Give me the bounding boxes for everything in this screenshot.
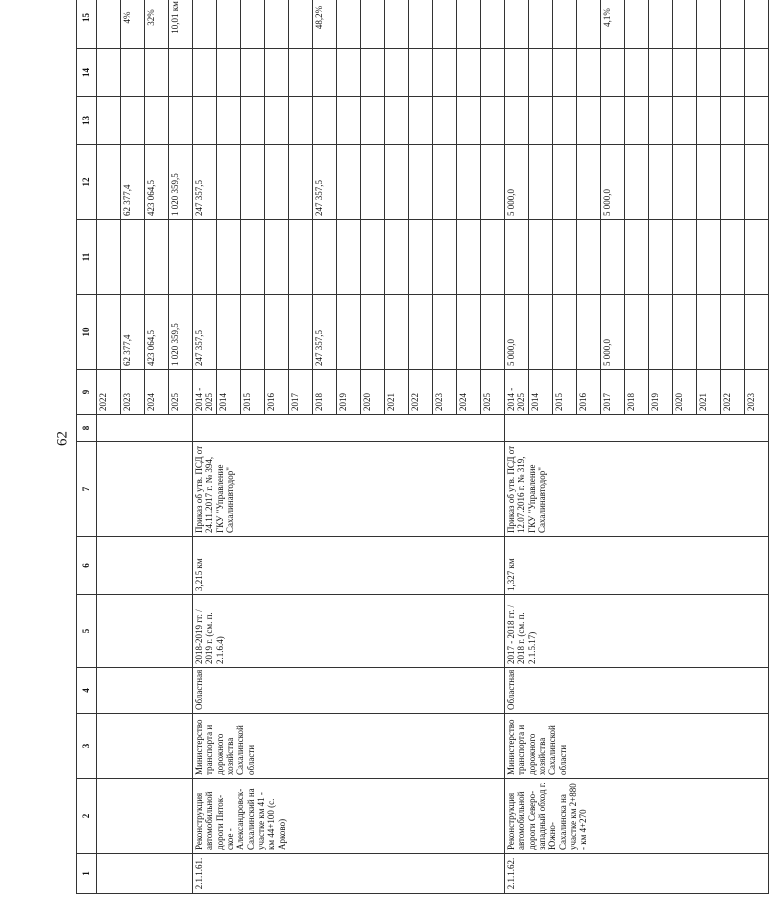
empty-cell [289, 97, 313, 145]
indicator-cell [577, 0, 601, 49]
header-cell: 15 [77, 0, 97, 49]
amount-cell: 247 357,5 [313, 145, 337, 220]
year-cell: 2014 - 2025 [193, 370, 217, 415]
year-cell: 2017 [289, 370, 313, 415]
total-cell [625, 295, 649, 370]
empty-cell [169, 220, 193, 295]
year-cell: 2024 [457, 370, 481, 415]
year-cell: 2025 [481, 370, 505, 415]
indicator-cell [337, 0, 361, 49]
empty-cell [697, 220, 721, 295]
year-cell: 2014 [529, 370, 553, 415]
year-cell: 2014 [217, 370, 241, 415]
indicator-cell [649, 0, 673, 49]
empty-cell [193, 49, 217, 97]
total-cell: 62 377,4 [121, 295, 145, 370]
empty-cell [97, 97, 121, 145]
empty-cell [529, 49, 553, 97]
empty-cell [97, 595, 193, 668]
year-cell: 2019 [337, 370, 361, 415]
level-cell: Областная [193, 668, 505, 714]
year-cell: 2022 [409, 370, 433, 415]
year-cell: 2016 [577, 370, 601, 415]
year-cell: 2024 [145, 370, 169, 415]
empty-cell [553, 97, 577, 145]
empty-cell [673, 97, 697, 145]
empty-cell [169, 97, 193, 145]
indicator-cell [241, 0, 265, 49]
total-cell [481, 295, 505, 370]
empty-cell [529, 220, 553, 295]
empty-cell [193, 415, 505, 442]
program-table [76, 0, 769, 894]
year-cell: 2022 [97, 370, 121, 415]
total-cell [553, 295, 577, 370]
empty-cell [241, 220, 265, 295]
amount-cell [265, 145, 289, 220]
year-cell: 2020 [361, 370, 385, 415]
total-cell [409, 295, 433, 370]
empty-cell [505, 415, 769, 442]
empty-cell [433, 97, 457, 145]
capacity-cell: 3,215 км [193, 537, 505, 595]
amount-cell [697, 145, 721, 220]
indicator-cell [625, 0, 649, 49]
amount-cell [385, 145, 409, 220]
empty-cell [145, 97, 169, 145]
empty-cell [217, 49, 241, 97]
indicator-cell [97, 0, 121, 49]
amount-cell [289, 145, 313, 220]
id-cell: 2.1.1.62. [505, 854, 769, 894]
empty-cell [433, 49, 457, 97]
total-cell: 1 020 359,5 [169, 295, 193, 370]
header-cell: 4 [77, 668, 97, 714]
empty-cell [649, 220, 673, 295]
empty-cell [97, 415, 193, 442]
empty-cell [97, 220, 121, 295]
total-cell [241, 295, 265, 370]
empty-cell [97, 49, 121, 97]
empty-cell [217, 97, 241, 145]
amount-cell [625, 145, 649, 220]
customer-cell: Министерство транспорта и дорожного хозяйства Сахалинской области [193, 714, 505, 779]
empty-cell [217, 220, 241, 295]
total-cell [97, 295, 121, 370]
indicator-cell [217, 0, 241, 49]
empty-cell [193, 97, 217, 145]
empty-cell [361, 220, 385, 295]
year-cell: 2023 [433, 370, 457, 415]
empty-cell [673, 49, 697, 97]
empty-cell [337, 97, 361, 145]
amount-cell: 5 000,0 [505, 145, 529, 220]
empty-cell [241, 97, 265, 145]
empty-cell [745, 49, 769, 97]
empty-cell [97, 714, 193, 779]
empty-cell [481, 97, 505, 145]
empty-cell [409, 97, 433, 145]
empty-cell [721, 97, 745, 145]
amount-cell [361, 145, 385, 220]
total-cell [745, 295, 769, 370]
total-cell [265, 295, 289, 370]
amount-cell: 247 357,5 [193, 145, 217, 220]
empty-cell [457, 97, 481, 145]
empty-cell [553, 220, 577, 295]
empty-cell [121, 97, 145, 145]
level-cell: Областная [505, 668, 769, 714]
empty-cell [505, 97, 529, 145]
table-row [505, 0, 529, 894]
year-cell: 2025 [169, 370, 193, 415]
year-cell: 2022 [721, 370, 745, 415]
empty-cell [313, 97, 337, 145]
table-row [193, 0, 217, 894]
document-cell: Приказ об утв. ПСД от 12.07.2016 г. № 319, ГКУ "Управление Сахалинавтодор" [505, 442, 769, 537]
total-cell [673, 295, 697, 370]
total-cell [697, 295, 721, 370]
empty-cell [625, 49, 649, 97]
header-cell: 10 [77, 295, 97, 370]
empty-cell [97, 779, 193, 854]
amount-cell [481, 145, 505, 220]
header-row [77, 0, 97, 894]
empty-cell [193, 220, 217, 295]
header-cell: 1 [77, 854, 97, 894]
empty-cell [361, 49, 385, 97]
empty-cell [577, 220, 601, 295]
empty-cell [121, 220, 145, 295]
name-cell: Реконструкция автомобильной дороги Пяток-ское - Александровск-Сахалинский на участке км 41 - км 44+100 (с. Арково) [193, 779, 505, 854]
rotated-table-container [76, 1, 756, 894]
total-cell [433, 295, 457, 370]
period-cell: 2017 - 2018 гг. / 2018 г. (см. п. 2.1.5.17) [505, 595, 769, 668]
empty-cell [745, 220, 769, 295]
amount-cell [457, 145, 481, 220]
empty-cell [601, 49, 625, 97]
table-body [97, 0, 769, 894]
empty-cell [601, 97, 625, 145]
empty-cell [457, 220, 481, 295]
amount-cell [529, 145, 553, 220]
year-cell: 2021 [385, 370, 409, 415]
amount-cell [97, 145, 121, 220]
indicator-cell [697, 0, 721, 49]
empty-cell [577, 97, 601, 145]
empty-cell [649, 97, 673, 145]
indicator-cell: 4% [121, 0, 145, 49]
amount-cell [745, 145, 769, 220]
header-cell: 8 [77, 415, 97, 442]
name-cell: Реконструкция автомобильной дороги Северо-западный обход г. Южно-Сахалинска на участке км 2+880 - км 4+270 [505, 779, 769, 854]
empty-cell [97, 854, 193, 894]
amount-cell [673, 145, 697, 220]
year-cell: 2015 [241, 370, 265, 415]
amount-cell [217, 145, 241, 220]
year-cell: 2016 [265, 370, 289, 415]
year-cell: 2023 [745, 370, 769, 415]
empty-cell [601, 220, 625, 295]
header-cell: 11 [77, 220, 97, 295]
amount-cell [433, 145, 457, 220]
year-cell: 2019 [649, 370, 673, 415]
amount-cell [337, 145, 361, 220]
indicator-cell [481, 0, 505, 49]
empty-cell [169, 49, 193, 97]
empty-cell [265, 220, 289, 295]
empty-cell [97, 537, 193, 595]
period-cell: 2018-2019 гг. / 2019 г. (см. п. 2.1.6.4) [193, 595, 505, 668]
empty-cell [337, 49, 361, 97]
empty-cell [409, 49, 433, 97]
year-cell: 2021 [697, 370, 721, 415]
empty-cell [481, 49, 505, 97]
header-cell: 12 [77, 145, 97, 220]
header-cell: 3 [77, 714, 97, 779]
header-cell: 14 [77, 49, 97, 97]
amount-cell [553, 145, 577, 220]
total-cell [577, 295, 601, 370]
year-cell: 2023 [121, 370, 145, 415]
empty-cell [433, 220, 457, 295]
customer-cell: Министерство транспорта и дорожного хозяйства Сахалинской области [505, 714, 769, 779]
indicator-cell: 48,2% [313, 0, 337, 49]
document-cell: Приказ об утв. ПСД от 24.11.2017 г. № 394, ГКУ "Управление Сахалинавтодор" [193, 442, 505, 537]
empty-cell [121, 49, 145, 97]
total-cell [361, 295, 385, 370]
amount-cell: 62 377,4 [121, 145, 145, 220]
header-cell: 6 [77, 537, 97, 595]
empty-cell [97, 668, 193, 714]
empty-cell [505, 220, 529, 295]
indicator-cell [289, 0, 313, 49]
year-cell: 2017 [601, 370, 625, 415]
empty-cell [145, 49, 169, 97]
empty-cell [289, 220, 313, 295]
empty-cell [97, 442, 193, 537]
indicator-cell: 32% [145, 0, 169, 49]
empty-cell [625, 97, 649, 145]
indicator-cell [457, 0, 481, 49]
empty-cell [673, 220, 697, 295]
empty-cell [241, 49, 265, 97]
empty-cell [625, 220, 649, 295]
amount-cell: 1 020 359,5 [169, 145, 193, 220]
empty-cell [361, 97, 385, 145]
year-cell: 2018 [313, 370, 337, 415]
total-cell [385, 295, 409, 370]
amount-cell: 423 064,5 [145, 145, 169, 220]
empty-cell [553, 49, 577, 97]
empty-cell [145, 220, 169, 295]
empty-cell [313, 220, 337, 295]
amount-cell [577, 145, 601, 220]
empty-cell [313, 49, 337, 97]
empty-cell [385, 220, 409, 295]
capacity-cell: 1,327 км [505, 537, 769, 595]
empty-cell [721, 49, 745, 97]
total-cell: 5 000,0 [505, 295, 529, 370]
indicator-cell [529, 0, 553, 49]
empty-cell [337, 220, 361, 295]
empty-cell [529, 97, 553, 145]
amount-cell [409, 145, 433, 220]
indicator-cell [505, 0, 529, 49]
total-cell [649, 295, 673, 370]
amount-cell [649, 145, 673, 220]
empty-cell [697, 97, 721, 145]
indicator-cell [361, 0, 385, 49]
indicator-cell [721, 0, 745, 49]
total-cell: 5 000,0 [601, 295, 625, 370]
indicator-cell [409, 0, 433, 49]
total-cell [337, 295, 361, 370]
total-cell [529, 295, 553, 370]
page-number: 62 [54, 431, 71, 446]
indicator-cell [385, 0, 409, 49]
total-cell: 423 064,5 [145, 295, 169, 370]
year-cell: 2018 [625, 370, 649, 415]
empty-cell [577, 49, 601, 97]
empty-cell [409, 220, 433, 295]
header-cell: 2 [77, 779, 97, 854]
total-cell [721, 295, 745, 370]
indicator-cell [745, 0, 769, 49]
indicator-cell [433, 0, 457, 49]
empty-cell [265, 97, 289, 145]
total-cell: 247 357,5 [193, 295, 217, 370]
empty-cell [385, 49, 409, 97]
id-cell: 2.1.1.61. [193, 854, 505, 894]
header-cell: 9 [77, 370, 97, 415]
indicator-cell [553, 0, 577, 49]
empty-cell [745, 97, 769, 145]
header-cell: 13 [77, 97, 97, 145]
empty-cell [265, 49, 289, 97]
header-cell: 5 [77, 595, 97, 668]
header-cell: 7 [77, 442, 97, 537]
indicator-cell [193, 0, 217, 49]
empty-cell [457, 49, 481, 97]
total-cell [289, 295, 313, 370]
empty-cell [721, 220, 745, 295]
year-cell: 2014 - 2025 [505, 370, 529, 415]
amount-cell [241, 145, 265, 220]
indicator-cell: 4,1% [601, 0, 625, 49]
indicator-cell: 10,01 км [169, 0, 193, 49]
year-cell: 2020 [673, 370, 697, 415]
empty-cell [385, 97, 409, 145]
empty-cell [289, 49, 313, 97]
indicator-cell [265, 0, 289, 49]
empty-cell [697, 49, 721, 97]
empty-cell [481, 220, 505, 295]
amount-cell [721, 145, 745, 220]
empty-cell [649, 49, 673, 97]
total-cell [217, 295, 241, 370]
year-cell: 2015 [553, 370, 577, 415]
total-cell [457, 295, 481, 370]
indicator-cell [673, 0, 697, 49]
amount-cell: 5 000,0 [601, 145, 625, 220]
table-row [97, 0, 121, 894]
total-cell: 247 357,5 [313, 295, 337, 370]
empty-cell [505, 49, 529, 97]
